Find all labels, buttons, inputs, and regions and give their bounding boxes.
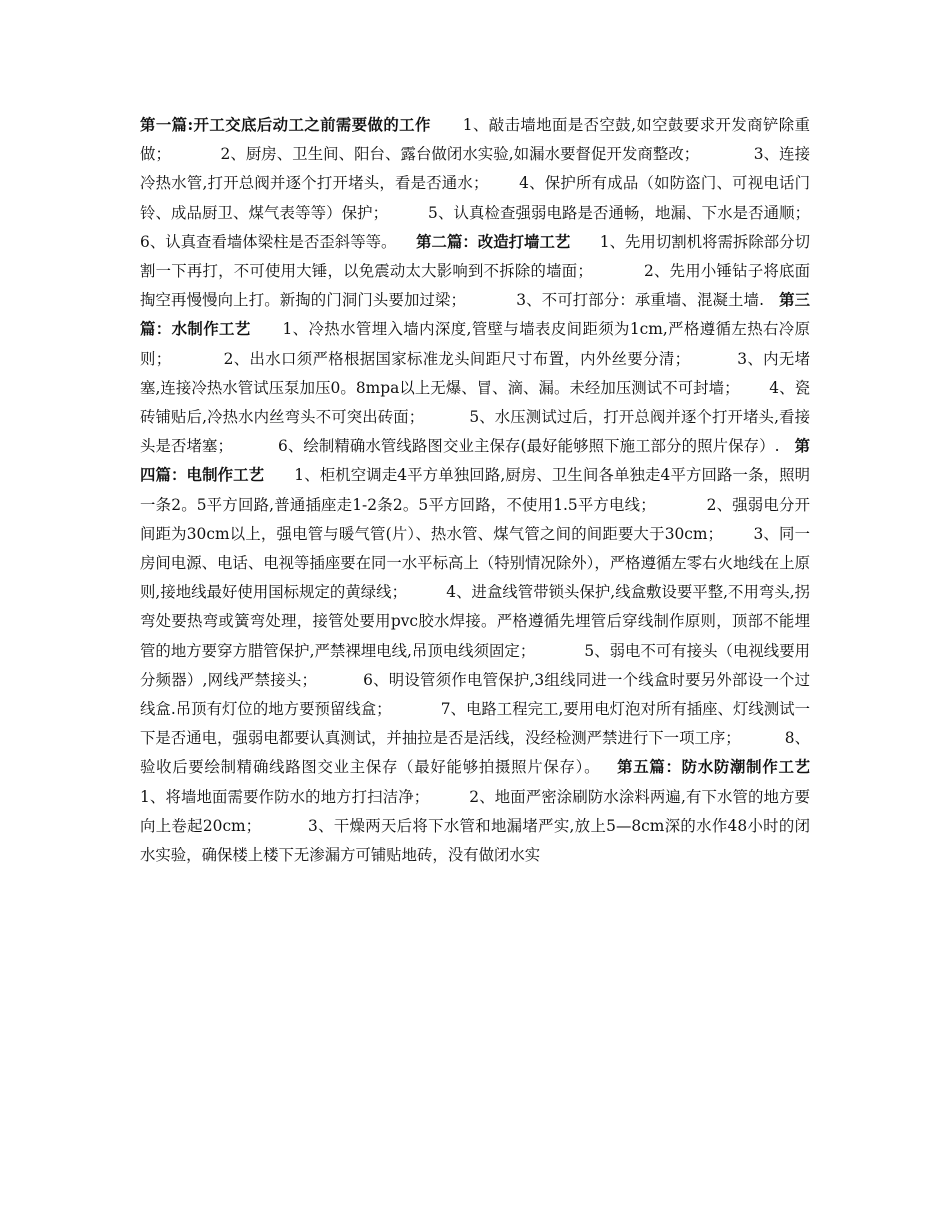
section-text-1: 1、敲击墙地面是否空鼓,如空鼓要求开发商铲除重做； 2、厨房、卫生间、阳台、露台做闭水实验,如漏水要督促开发商整改； 3、连接冷热水管,打开总阀并逐个打开堵头，看是否通水； 4、保护所有成品（如防盗门、可视电话门铃、成品厨卫、煤气表等等）保护； 5、认真检查强弱电路是否通畅，地漏、下水是否通顺； 6、认真查看墙体梁柱是否歪斜等等。 (140, 116, 855, 251)
document-page (140, 111, 855, 870)
section-heading-1: 第一篇:开工交底后动工之前需要做的工作 (140, 116, 431, 134)
section-text-5: 1、将墙地面需要作防水的地方打扫洁净； 2、地面严密涂刷防水涂料两遍,有下水管的地方要向上卷起20cm； 3、干燥两天后将下水管和地漏堵严实,放上5—8cm深的水作48小时的闭水实验，确保楼上楼下无渗漏方可铺贴地砖，没有做闭水实 (140, 758, 840, 865)
document-body (140, 111, 855, 870)
section-heading-4: 第四篇：电制作工艺 (140, 437, 810, 485)
section-text-3: 1、冷热水管埋入墙内深度,管壁与墙表皮间距须为1cm,严格遵循左热右冷原则； 2、出水口须严格根据国家标准龙头间距尺寸布置，内外丝要分清； 3、内无堵塞,连接冷热水管试压泵加压0。8mpa以上无爆、冒、滴、漏。未经加压测试不可封墙； 4、瓷砖铺贴后,冷热水内丝弯头不可突出砖面； 5、水压测试过后，打开总阀并逐个打开堵头,看接头是否堵塞； 6、绘制精确水管线路图交业主保存(最好能够照下施工部分的照片保存）. (140, 320, 810, 456)
section-heading-5: 第五篇：防水防潮制作工艺 (617, 758, 810, 777)
section-heading-3: 第三篇：水制作工艺 (140, 291, 810, 339)
section-text-2: 1、先用切割机将需拆除部分切割一下再打，不可使用大锤，以免震动太大影响到不拆除的墙面； 2、先用小锤钻子将底面掏空再慢慢向上打。新掏的门洞门头要加过梁； 3、不可打部分：承重墙、混凝土墙. (140, 232, 810, 310)
section-text-4: 1、柜机空调走4平方单独回路,厨房、卫生间各单独走4平方回路一条，照明一条2。5平方回路,普通插座走1-2条2。5平方回路，不使用1.5平方电线； 2、强弱电分开间距为30cm以上，强电管与暖气管(片）、热水管、煤气管之间的间距要大于30cm； 3、同一房间电源、电话、电视等插座要在同一水平标高上（特别情况除外），严格遵循左零右火地线在上原则,接地线最好使用国标规定的黄绿线； 4、进盒线管带锁头保护,线盒敷设要平整,不用弯头,拐弯处要热弯或簧弯处理，接管处要用pvc胶水焊接。严格遵循先埋管后穿线制作原则，顶部不能埋管的地方要穿方腊管保护,严禁裸埋电线,吊顶电线须固定； 5、弱电不可有接头（电视线要用分频器）,网线严禁接头； 6、明设管须作电管保护,3组线同进一个线盒时要另外部设一个过线盒.吊顶有灯位的地方要预留线盒； 7、电路工程完工,要用电灯泡对所有插座、灯线测试一下是否通电，强弱电都要认真测试，并抽拉是否是活线，没经检测严禁进行下一项工序； 8、验收后要绘制精确线路图交业主保存（最好能够拍摄照片保存）。 (140, 466, 810, 777)
section-heading-2: 第二篇：改造打墙工艺 (416, 232, 571, 251)
